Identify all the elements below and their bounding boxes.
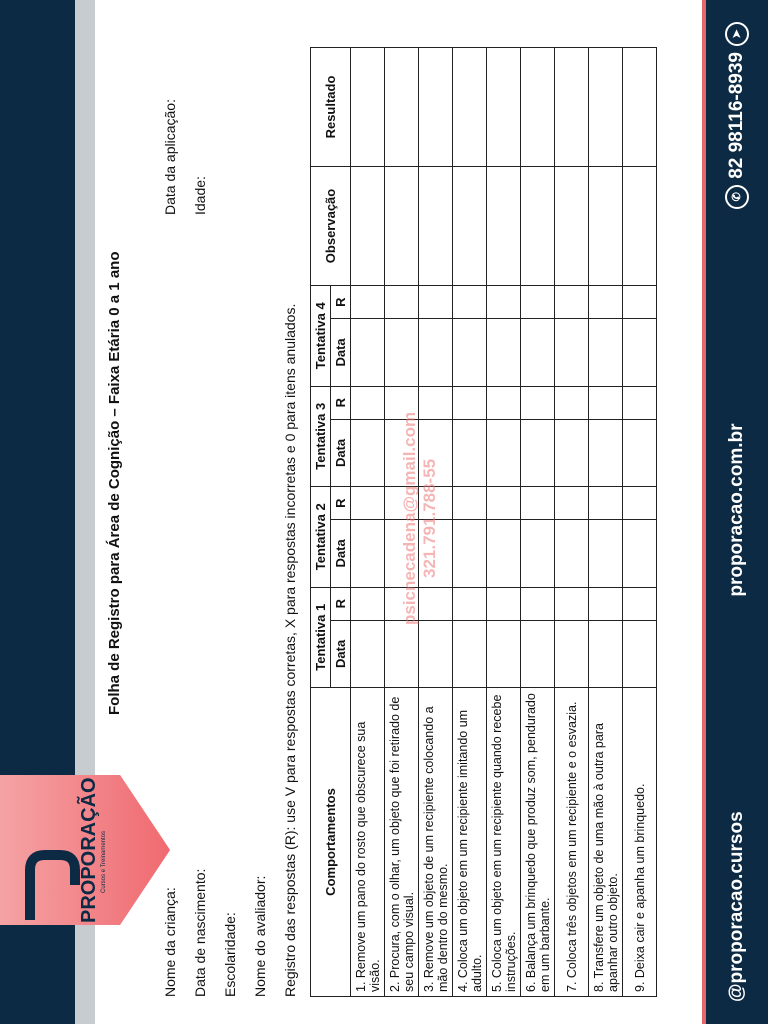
entry-cell[interactable] bbox=[385, 419, 419, 486]
entry-cell[interactable] bbox=[589, 286, 623, 319]
entry-cell[interactable] bbox=[623, 620, 657, 687]
entry-cell[interactable] bbox=[385, 386, 419, 419]
table-row bbox=[521, 48, 555, 997]
entry-cell[interactable] bbox=[555, 487, 589, 520]
header-observation: Observação bbox=[311, 167, 351, 286]
entry-cell[interactable] bbox=[521, 487, 555, 520]
entry-cell[interactable] bbox=[351, 487, 385, 520]
entry-cell[interactable] bbox=[419, 319, 453, 386]
watermark-email: psicnecadena@gmail.com bbox=[400, 411, 419, 625]
entry-cell[interactable] bbox=[589, 587, 623, 620]
table-row bbox=[419, 48, 453, 997]
birth-date-field: Data de nascimento: bbox=[192, 868, 208, 997]
entry-cell[interactable] bbox=[385, 487, 419, 520]
entry-cell[interactable] bbox=[589, 167, 623, 286]
entry-cell[interactable] bbox=[555, 386, 589, 419]
entry-cell[interactable] bbox=[419, 386, 453, 419]
header-attempt-2: Tentativa 2 bbox=[311, 487, 331, 587]
table-row bbox=[351, 48, 385, 997]
entry-cell[interactable] bbox=[351, 620, 385, 687]
entry-cell[interactable] bbox=[385, 620, 419, 687]
entry-cell[interactable] bbox=[589, 487, 623, 520]
entry-cell[interactable] bbox=[385, 48, 419, 167]
entry-cell[interactable] bbox=[453, 386, 487, 419]
entry-cell[interactable] bbox=[453, 419, 487, 486]
entry-cell[interactable] bbox=[351, 286, 385, 319]
behavior-cell: 7. Coloca três objetos em um recipiente e o esvazia. bbox=[555, 688, 589, 997]
send-icon: ➤ bbox=[725, 22, 749, 46]
entry-cell[interactable] bbox=[487, 386, 521, 419]
entry-cell[interactable] bbox=[351, 48, 385, 167]
entry-cell[interactable] bbox=[555, 48, 589, 167]
subheader-date: Data bbox=[331, 620, 351, 687]
entry-cell[interactable] bbox=[419, 520, 453, 587]
footer bbox=[706, 0, 768, 1024]
entry-cell[interactable] bbox=[385, 286, 419, 319]
subheader-r: R bbox=[331, 286, 351, 319]
entry-cell[interactable] bbox=[521, 520, 555, 587]
child-name-field: Nome da criança: bbox=[162, 887, 178, 997]
behavior-cell: 1. Remove um pano do rosto que obscurece sua visão. bbox=[351, 688, 385, 997]
entry-cell[interactable] bbox=[521, 386, 555, 419]
entry-cell[interactable] bbox=[487, 520, 521, 587]
entry-cell[interactable] bbox=[487, 620, 521, 687]
entry-cell[interactable] bbox=[487, 487, 521, 520]
entry-cell[interactable] bbox=[623, 319, 657, 386]
entry-cell[interactable] bbox=[487, 167, 521, 286]
entry-cell[interactable] bbox=[589, 419, 623, 486]
entry-cell[interactable] bbox=[521, 620, 555, 687]
behavior-cell: 6. Balança um brinquedo que produz som, pendurado em um barbante. bbox=[521, 688, 555, 997]
behavior-cell: 2. Procura, com o olhar, um objeto que foi retirado de seu campo visual. bbox=[385, 688, 419, 997]
registration-table bbox=[310, 47, 657, 997]
entry-cell[interactable] bbox=[419, 167, 453, 286]
entry-cell[interactable] bbox=[555, 319, 589, 386]
entry-cell[interactable] bbox=[453, 286, 487, 319]
schooling-field: Escolaridade: bbox=[222, 912, 238, 997]
behavior-cell: 9. Deixa cair e apanha um brinquedo. bbox=[623, 688, 657, 997]
entry-cell[interactable] bbox=[589, 520, 623, 587]
entry-cell[interactable] bbox=[453, 319, 487, 386]
entry-cell[interactable] bbox=[487, 319, 521, 386]
entry-cell[interactable] bbox=[419, 487, 453, 520]
entry-cell[interactable] bbox=[487, 419, 521, 486]
entry-cell[interactable] bbox=[623, 419, 657, 486]
header-attempt-1: Tentativa 1 bbox=[311, 587, 331, 687]
table-row bbox=[453, 48, 487, 997]
entry-cell[interactable] bbox=[453, 620, 487, 687]
entry-cell[interactable] bbox=[453, 48, 487, 167]
entry-cell[interactable] bbox=[351, 167, 385, 286]
subheader-r: R bbox=[331, 386, 351, 419]
subheader-r: R bbox=[331, 587, 351, 620]
entry-cell[interactable] bbox=[623, 487, 657, 520]
entry-cell[interactable] bbox=[351, 419, 385, 486]
behavior-cell: 3. Remove um objeto de um recipiente colocando a mão dentro do mesmo. bbox=[419, 688, 453, 997]
behavior-cell: 8. Transfere um objeto de uma mão à outra para apanhar outro objeto. bbox=[589, 688, 623, 997]
instructions-text: Registro das respostas (R): use V para respostas corretas, X para respostas incorretas e 0 para itens anulados. bbox=[282, 303, 298, 997]
entry-cell[interactable] bbox=[453, 587, 487, 620]
entry-cell[interactable] bbox=[589, 48, 623, 167]
table-row bbox=[487, 48, 521, 997]
phone-number: 82 98116-8939 bbox=[726, 52, 747, 179]
entry-cell[interactable] bbox=[487, 587, 521, 620]
table-row bbox=[385, 48, 419, 997]
entry-cell[interactable] bbox=[351, 520, 385, 587]
entry-cell[interactable] bbox=[385, 167, 419, 286]
entry-cell[interactable] bbox=[521, 48, 555, 167]
entry-cell[interactable] bbox=[521, 167, 555, 286]
entry-cell[interactable] bbox=[623, 48, 657, 167]
entry-cell[interactable] bbox=[487, 286, 521, 319]
entry-cell[interactable] bbox=[351, 386, 385, 419]
svg-text:Cursos e Treinamentos: Cursos e Treinamentos bbox=[101, 830, 107, 893]
entry-cell[interactable] bbox=[589, 620, 623, 687]
entry-cell[interactable] bbox=[385, 520, 419, 587]
application-date-field: Data da aplicação: bbox=[162, 99, 178, 215]
entry-cell[interactable] bbox=[555, 286, 589, 319]
behavior-cell: 4. Coloca um objeto em um recipiente imitando um adulto. bbox=[453, 688, 487, 997]
entry-cell[interactable] bbox=[589, 319, 623, 386]
entry-cell[interactable] bbox=[521, 587, 555, 620]
entry-cell[interactable] bbox=[623, 167, 657, 286]
entry-cell[interactable] bbox=[351, 319, 385, 386]
entry-cell[interactable] bbox=[419, 419, 453, 486]
subheader-r: R bbox=[331, 487, 351, 520]
table-row bbox=[623, 48, 657, 997]
entry-cell[interactable] bbox=[589, 386, 623, 419]
entry-cell[interactable] bbox=[623, 386, 657, 419]
entry-cell[interactable] bbox=[555, 167, 589, 286]
document-title: Folha de Registro para Área de Cognição – Faixa Etária 0 a 1 ano bbox=[106, 251, 123, 715]
entry-cell[interactable] bbox=[419, 620, 453, 687]
entry-cell[interactable] bbox=[385, 319, 419, 386]
entry-cell[interactable] bbox=[555, 587, 589, 620]
entry-cell[interactable] bbox=[419, 286, 453, 319]
phone-contact[interactable] bbox=[725, 22, 749, 209]
table-row bbox=[589, 48, 623, 997]
entry-cell[interactable] bbox=[521, 286, 555, 319]
subheader-date: Data bbox=[331, 419, 351, 486]
entry-cell[interactable] bbox=[555, 620, 589, 687]
website-link[interactable]: proporacao.com.br bbox=[726, 423, 747, 597]
entry-cell[interactable] bbox=[623, 520, 657, 587]
entry-cell[interactable] bbox=[419, 48, 453, 167]
evaluator-field: Nome do avaliador: bbox=[252, 875, 268, 997]
entry-cell[interactable] bbox=[623, 286, 657, 319]
age-field: Idade: bbox=[192, 176, 208, 215]
header-behaviors: Comportamentos bbox=[311, 688, 351, 997]
entry-cell[interactable] bbox=[487, 48, 521, 167]
document-page bbox=[100, 25, 680, 1015]
entry-cell[interactable] bbox=[385, 587, 419, 620]
header-result: Resultado bbox=[311, 48, 351, 167]
table-row bbox=[555, 48, 589, 997]
header-attempt-4: Tentativa 4 bbox=[311, 286, 331, 387]
entry-cell[interactable] bbox=[555, 419, 589, 486]
behavior-cell: 5. Coloca um objeto em um recipiente quando recebe instruções. bbox=[487, 688, 521, 997]
watermark-id: 321.791.788-55 bbox=[420, 458, 439, 578]
whatsapp-icon: ✆ bbox=[725, 185, 749, 209]
svg-text:PROPORAÇÃO: PROPORAÇÃO bbox=[78, 777, 100, 923]
subheader-date: Data bbox=[331, 319, 351, 386]
entry-cell[interactable] bbox=[351, 587, 385, 620]
entry-cell[interactable] bbox=[521, 419, 555, 486]
subheader-date: Data bbox=[331, 520, 351, 587]
header-attempt-3: Tentativa 3 bbox=[311, 386, 331, 486]
entry-cell[interactable] bbox=[419, 587, 453, 620]
entry-cell[interactable] bbox=[555, 520, 589, 587]
entry-cell[interactable] bbox=[521, 319, 555, 386]
instagram-handle[interactable]: @proporacao.cursos bbox=[726, 811, 747, 1002]
entry-cell[interactable] bbox=[453, 487, 487, 520]
entry-cell[interactable] bbox=[623, 587, 657, 620]
entry-cell[interactable] bbox=[453, 167, 487, 286]
entry-cell[interactable] bbox=[453, 520, 487, 587]
